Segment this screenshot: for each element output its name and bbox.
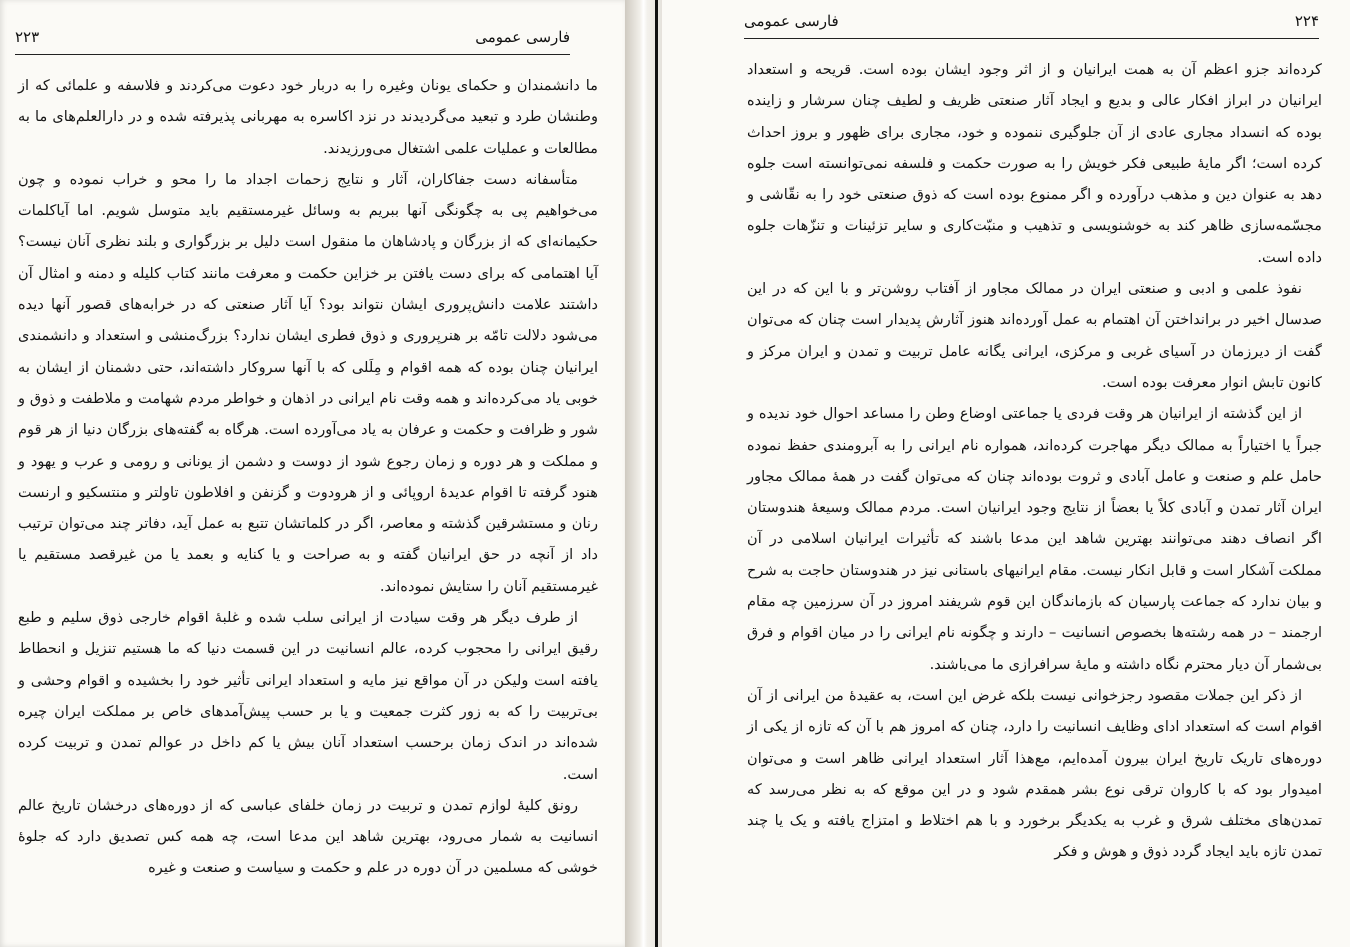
right-header-title: فارسی عمومی <box>744 12 839 30</box>
left-page-number: ۲۲۳ <box>15 28 40 46</box>
left-page-body <box>18 70 598 884</box>
left-page <box>0 0 625 947</box>
left-header-title: فارسی عمومی <box>475 28 570 46</box>
paragraph: رونق کلیهٔ لوازم تمدن و تربیت در زمان خلفای عباسی که از دوره‌های درخشان تاریخ عالم انسانیت به شمار می‌رود، بهترین شاهد این مدعا است، چه همه کس تصدیق دارد که جلوهٔ خوشی که مسلمین در آن دوره در علم و حکمت و سیاست و صنعت و غیره <box>18 796 598 877</box>
book-spine <box>655 0 658 947</box>
paragraph: کرده‌اند جزو اعظم آن به همت ایرانیان و از اثر وجود ایشان بوده است. قریحه و استعداد ایرانیان در ابراز افکار عالی و بدیع و ایجاد آثار صنعتی ظریف و لطیف چنان سرشار و زاینده بوده که انسداد مجاری عادی از آن جلوگیری ننموده و خود، مجاری برای ظهور و بروز احداث کرده است؛ اگر مایهٔ طبیعی فکر خویش را به صورت حکمت و فلسفه نمی‌توانسته است جلوه دهد به عنوان دین و مذهب درآورده و اگر ممنوع بوده است که ذوق صنعتی خود را به نقّاشی و مجسّمه‌سازی ظاهر کند به خوشنویسی و تذهیب و منبّت‌کاری و سایر تزئینات و تنزّهات جلوه داده است. <box>747 61 1322 266</box>
paragraph: نفوذ علمی و ادبی و صنعتی ایران در ممالک مجاور از آفتاب روشن‌تر و با این که در این صدسال اخیر در برانداختن آن اهتمام به عمل آورده‌اند هنوز آثارش پدیدار است چنان که می‌توان گفت از دیرزمان در آسیای غربی و مرکزی، ایرانی یگانه عامل تربیت و تمدن و ایران مرکز و کانون تابش انوار معرفت بوده است. <box>747 280 1322 391</box>
paragraph: متأسفانه دست جفاکاران، آثار و نتایج زحمات اجداد ما را محو و خراب نموده و چون می‌خواهیم پی به چگونگی آنها ببریم به وسائل غیرمستقیم باید متوسل شویم. اما آیاکلمات حکیمانه‌ای که از بزرگان و پادشاهان ما منقول است دلیل بر بزرگواری و بلند نظری آنان نیست؟ آیا اهتمامی که برای دست یافتن بر خزاین حکمت و معرفت مانند کتاب کلیله و دمنه و امثال آن داشتند علامت دانش‌پروری ایشان نتواند بود؟ آیا آثار صنعتی که در خرابه‌های قصور آنها دیده می‌شود دلالت تامّه بر هنرپروری و ذوق فطری ایشان ندارد؟ بزرگ‌منشی و استعداد و دانشمندی ایرانیان چنان بوده که همه اقوام و مِلَلی که با آنها سروکار داشته‌اند، حتی دشمنان از ایشان به خوبی یاد می‌کرده‌اند و همه وقت نام ایرانی در اذهان و خواطر مردم شهامت و ملاطفت و ذوق و شور و ظرافت و حکمت و عرفان به یاد می‌آورده است. هرگاه به گفته‌های بزرگان دنیا از هر قوم و مملکت و هر دوره و زمان رجوع شود از دوست و دشمن از یونانی و رومی و عرب و یهود و هنود گرفته تا اقوام عدیدهٔ اروپائی و از هرودوت و گزنفن و افلاطون تا‌ولتر و منتسکیو و ارنست رنان و مستشرقین گذشته و معاصر، اگر در کلماتشان تتبع به عمل آید، دفاتر چند می‌توان ترتیب داد از آنچه در حق ایرانیان گفته و به صراحت و یا کنایه و بعمد یا من غیرقصد مستقیم یا غیرمستقیم آنان را ستایش نموده‌اند. <box>18 170 598 595</box>
paragraph: ما دانشمندان و حکمای یونان وغیره را به دربار خود دعوت می‌کردند و فلاسفه و علمائی که از وطنشان طرد و تبعید می‌گردیدند در نزد اکاسره به مهربانی پذیرفته شده و در دارالعلم‌های ما به مطالعات و عملیات علمی اشتغال می‌ورزیدند. <box>18 77 598 157</box>
right-page-number: ۲۲۴ <box>1294 12 1319 30</box>
right-page-header <box>744 8 1319 39</box>
right-page <box>662 0 1350 947</box>
right-page-body <box>747 54 1322 868</box>
paragraph: از این گذشته از ایرانیان هر وقت فردی یا جماعتی اوضاع وطن را مساعد احوال خود ندیده و جبراً یا اختیاراً به ممالک دیگر مهاجرت کرده‌اند، همواره نام ایرانی را به آبرومندی حفظ نموده حامل علم و صنعت و عامل آبادی و ثروت بوده‌اند چنان که می‌توان گفت در همهٔ ممالک مجاور ایران آثار تمدن و آبادی کلاً یا بعضاً از نتایج وجود ایرانیان است. مردم ممالک وسیعهٔ هندوستان اگر انصاف دهند می‌توانند بهترین شاهد این مدعا باشند که تأثیرات ایرانیان اسلامی در آن مملکت آشکار است و قابل انکار نیست. مقام ایرانیهای باستانی نیز در هندوستان حاجت به شرح و بیان ندارد که جماعت پارسیان که بازماندگان این قوم شریفند امروز در آن سرزمین چه مقام ارجمند – در همه رشته‌ها بخصوص انسانیت – دارند و چگونه نام ایرانی را در میان اقوام و فرق بی‌شمار آن دیار محترم نگاه داشته و مایهٔ سرافرازی ما می‌باشند. <box>747 405 1322 673</box>
left-page-header <box>15 24 570 55</box>
paragraph: از طرف دیگر هر وقت سیادت از ایرانی سلب شده و غلبهٔ اقوام خارجی ذوق سلیم و طبع رقیق ایرانی را محجوب کرده، عالم انسانیت در این قسمت دنیا که ما هستیم تنزیل و انحطاط یافته است ولیکن در آن مواقع نیز مایه و استعداد ایرانی تأثیر خود را بخشیده و اقوام وحشی و بی‌تربیت را که به زور کثرت جمعیت و یا بر حسب پیش‌آمدهای خاص بر مملکت ایران چیره شده‌اند در اندک زمان برحسب استعداد آنان بیش یا کم داخل در عوالم تمدن و تربیت کرده است. <box>18 609 598 783</box>
paragraph: از ذکر این جملات مقصود رجزخوانی نیست بلکه غرض این است، به عقیدهٔ من ایرانی از آن اقوام است که استعداد ادای وظایف انسانیت را دارد، چنان که امروز هم با آن که تازه از یکی از دوره‌های تاریک تاریخ ایران بیرون آمده‌ایم، مع‌هذا آثار استعداد ایرانی ظاهر است و می‌توان امیدوار بود که با کاروان ترقی نوع بشر همقدم شود و در این موقع که به نظر می‌رسد که تمدن‌های مختلف شرق و غرب به یکدیگر برخورد و با هم اختلاط و امتزاج یافته و یک یا چند تمدن تازه باید ایجاد گردد ذوق و هوش و فکر <box>747 686 1322 861</box>
